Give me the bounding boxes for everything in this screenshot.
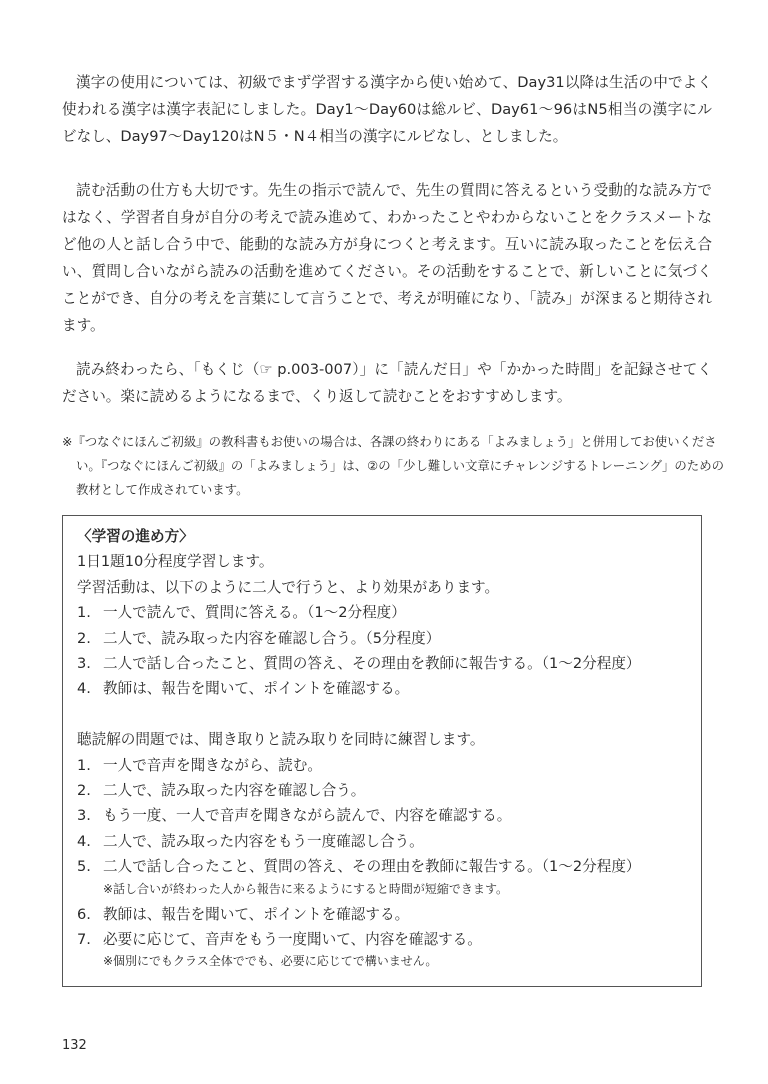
box-spacer xyxy=(77,702,701,727)
listening-step: 3. もう一度、一人で音声を聞きながら読んで、内容を確認する。 xyxy=(77,807,512,825)
box-intro-duration: 1日1題10分程度学習します。 xyxy=(77,553,274,571)
listening-step: 5. 二人で話し合ったこと、質問の答え、その理由を教師に報告する。（1～2分程度） xyxy=(77,858,641,876)
box-heading: 〈学習の進め方〉 xyxy=(77,528,194,545)
listening-step: 6. 教師は、報告を聞いて、ポイントを確認する。 xyxy=(77,905,410,923)
box-intro-pairs: 学習活動は、以下のように二人で行うと、より効果があります。 xyxy=(77,578,500,596)
listening-step: 2. 二人で、読み取った内容を確認し合う。 xyxy=(77,782,366,800)
reading-step: 4. 教師は、報告を聞いて、ポイントを確認する。 xyxy=(77,680,410,698)
study-method-box xyxy=(62,515,702,987)
textbook-note: ※『つなぐにほんご初級』の教科書もお使いの場合は、各課の終わりにある「よみましょう」と併用してお使いください。『つなぐにほんご初級』の「よみましょう」は、②の「少し難しい文章にチャレンジするトレーニング」のための教材として作成されています。 xyxy=(62,434,724,497)
step-7-note: ※個別にでもクラス全体ででも、必要に応じてで構いません。 xyxy=(103,954,438,969)
body-paragraph-record-reading: 読み終わったら、「もくじ（☞ p.003-007）」に「読んだ日」や「かかった時間」を記録させてください。楽に読めるようになるまで、くり返して読むことをおすすめします。 xyxy=(62,361,712,405)
listening-step: 1. 一人で音声を聞きながら、読む。 xyxy=(77,756,322,774)
body-paragraph-reading-activity: 読む活動の仕方も大切です。先生の指示で読んで、先生の質問に答えるという受動的な読み方ではなく、学習者自身が自分の考えで読み進めて、わかったことやわからないことをクラスメートなど他の人と話し合う中で、能動的な読み方が身につくと考えます。互いに読み取ったことを伝え合い、質問し合いながら読みの活動を進めてください。その活動をすることで、新しいことに気づくことができ、自分の考えを言葉にして言うことで、考えが明確になり、「読み」が深まると期待されます。 xyxy=(62,182,713,334)
step-5-note: ※話し合いが終わった人から報告に来るようにすると時間が短縮できます。 xyxy=(103,881,508,896)
reading-step: 1. 一人で読んで、質問に答える。（1～2分程度） xyxy=(77,604,406,622)
page-number: 132 xyxy=(62,1038,87,1053)
body-paragraph-kanji-usage: 漢字の使用については、初級でまず学習する漢字から使い始めて、Day31以降は生活の中でよく使われる漢字は漢字表記にしました。Day1～Day60は総ルビ、Day61～96はN5相当の漢字にルビなし、Day97～Day120はN５・N４相当の漢字にルビなし、としました。 xyxy=(62,74,712,145)
box-intro-listening: 聴読解の問題では、聞き取りと読み取りを同時に練習します。 xyxy=(77,731,485,749)
listening-step: 4. 二人で、読み取った内容をもう一度確認し合う。 xyxy=(77,832,424,850)
reading-step: 3. 二人で話し合ったこと、質問の答え、その理由を教師に報告する。（1～2分程度） xyxy=(77,655,641,673)
reading-step: 2. 二人で、読み取った内容を確認し合う。（5分程度） xyxy=(77,629,441,647)
listening-step: 7. 必要に応じて、音声をもう一度聞いて、内容を確認する。 xyxy=(77,931,482,949)
